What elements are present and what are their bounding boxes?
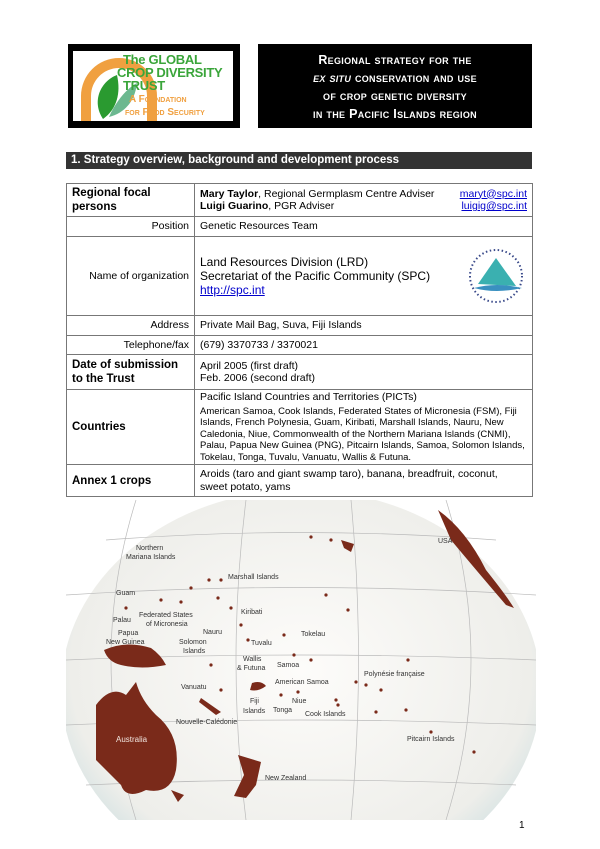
pacific-islands-map [66, 500, 536, 820]
map-label: Nouvelle-Calédonie [176, 719, 238, 726]
person-role: , PGR Adviser [268, 200, 335, 212]
title-text: conservation and use [351, 71, 477, 85]
logo-text: CROP DIVERSITY [117, 65, 223, 80]
date-cell [195, 355, 533, 390]
section-heading: 1. Strategy overview, background and development process [66, 152, 532, 169]
map-label: USA [438, 538, 453, 545]
map-label: American Samoa [275, 679, 329, 686]
row-label: Position [67, 217, 195, 237]
map-label: Australia [116, 735, 148, 744]
map-label: New Guinea [106, 639, 145, 646]
position-value: Genetic Resources Team [195, 217, 533, 237]
date-line: Feb. 2006 (second draft) [200, 372, 315, 384]
map-label: Pitcairn Islands [407, 736, 455, 743]
map-label: Solomon [179, 639, 207, 646]
focal-persons-cell [195, 184, 533, 217]
date-line: April 2005 (first draft) [200, 359, 299, 372]
map-label: Polynésie française [364, 671, 425, 678]
map-label: Islands [243, 708, 266, 715]
org-line: Secretariat of the Pacific Community (SPC) [200, 269, 431, 283]
map-label: Kiribati [241, 609, 263, 616]
org-website-link[interactable]: http://spc.int [200, 283, 265, 297]
map-label: Cook Islands [305, 711, 346, 718]
logo-text: A Foundation [129, 94, 187, 105]
logo-text: TRUST [123, 78, 165, 93]
email-link[interactable]: maryt@spc.int [459, 187, 527, 200]
map-label: Northern [136, 545, 164, 552]
map-label: Marshall Islands [228, 574, 279, 581]
table-row [67, 237, 533, 316]
row-label: Date of submission to the Trust [67, 355, 195, 390]
countries-heading: Pacific Island Countries and Territories (PICTs) [200, 391, 417, 403]
person-name: Luigi Guarino [200, 200, 269, 212]
spc-logo-icon [466, 246, 526, 306]
title-line [258, 69, 532, 87]
table-row [67, 390, 533, 465]
row-label: Telephone/fax [67, 336, 195, 355]
organization-cell [195, 237, 533, 316]
map-label: Nauru [203, 629, 223, 636]
table-row [67, 355, 533, 390]
title-line: in the Pacific Islands region [313, 107, 477, 121]
map-label: Tuvalu [251, 640, 272, 647]
page-number: 1 [519, 820, 525, 831]
crops-value: Aroids (taro and giant swamp taro), banana, breadfruit, coconut, sweet potato, yams [195, 465, 533, 497]
map-label: Federated States [139, 612, 193, 619]
title-line: of crop genetic diversity [323, 89, 467, 103]
map-label: Papua [118, 630, 139, 637]
logo-text: The GLOBAL [123, 52, 202, 67]
map-label: Mariana Islands [126, 554, 176, 561]
document-title [258, 44, 532, 128]
email-link[interactable]: luigig@spc.int [461, 200, 527, 212]
map-label: Islands [183, 648, 206, 655]
table-row [67, 184, 533, 217]
map-label: Samoa [277, 662, 300, 669]
map-label: Tonga [273, 707, 293, 714]
table-row [67, 217, 533, 237]
map-label: Palau [113, 617, 131, 624]
org-line: Land Resources Division (LRD) [200, 255, 369, 269]
gcdt-logo [68, 44, 240, 128]
table-row [67, 316, 533, 336]
countries-list: American Samoa, Cook Islands, Federated States of Micronesia (FSM), Fiji Islands, French Polynesia, Guam, Kiribati, Marshall Islands, Nauru, New Caledonia, Niue, Commonwealth of the Northern Mariana Islands (CNMI), Palau, Papua New Guinea (PNG), Pitcairn Islands, Samoa, Solomon Islands, Tokelau, Tonga, Tuvalu, Vanuatu, Wallis & Futuna. [200, 405, 525, 463]
row-label: Regional focal persons [67, 184, 195, 217]
map-label: Wallis [243, 656, 262, 663]
row-label: Countries [67, 390, 195, 465]
map-label: Guam [116, 590, 136, 597]
table-row [67, 336, 533, 355]
logo-text: for Food Security [125, 107, 205, 118]
map-label: & Futuna [237, 665, 266, 672]
title-italic: ex situ [313, 71, 352, 85]
map-label: New Zealand [265, 775, 307, 782]
row-label: Address [67, 316, 195, 336]
row-label: Name of organization [67, 237, 195, 316]
person-role: , Regional Germplasm Centre Adviser [258, 187, 435, 200]
table-row [67, 465, 533, 497]
strategy-overview-table [66, 183, 533, 497]
row-label: Annex 1 crops [67, 465, 195, 497]
title-line: Regional strategy for the [318, 53, 472, 67]
address-value: Private Mail Bag, Suva, Fiji Islands [195, 316, 533, 336]
map-label: Tokelau [301, 631, 326, 638]
telephone-value: (679) 3370733 / 3370021 [195, 336, 533, 355]
map-label: of Micronesia [146, 621, 188, 628]
map-label: Vanuatu [181, 684, 207, 691]
map-label: Fiji [250, 698, 259, 705]
map-label: Niue [292, 698, 307, 705]
person-name: Mary Taylor [200, 187, 259, 200]
countries-cell [195, 390, 533, 465]
